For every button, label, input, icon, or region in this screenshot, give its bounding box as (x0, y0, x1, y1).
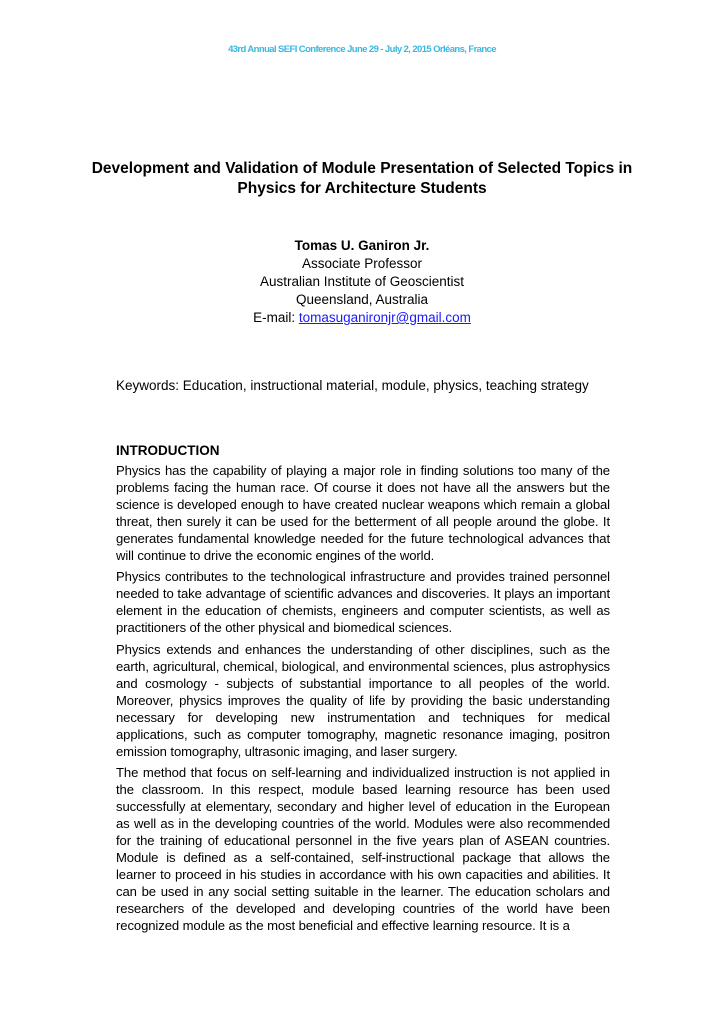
author-name: Tomas U. Ganiron Jr. (294, 238, 430, 253)
paragraph: Physics extends and enhances the understanding of other disciplines, such as the earth, agricultural, chemical, biological, and environmental sciences, plus astrophysics and cosmology - subjects of substantial importance to all peoples of the world. Moreover, physics improves the quality of life by providing the basic understanding necessary for developing new instrumentation and techniques for medical applications, such as computer tomography, magnetic resonance imaging, positron emission tomography, ultrasonic imaging, and laser surgery. (116, 642, 610, 759)
introduction-body (116, 463, 610, 939)
author-position: Associate Professor (301, 256, 423, 271)
author-block (0, 237, 724, 327)
paper-title: Development and Validation of Module Presentation of Selected Topics in Physics for Architecture Students (91, 160, 633, 197)
conference-header: 43rd Annual SEFI Conference June 29 - July 2, 2015 Orléans, France (228, 44, 496, 55)
keywords: Keywords: Education, instructional material, module, physics, teaching strategy (116, 378, 589, 393)
email-label: E-mail: (253, 310, 299, 325)
section-heading-introduction: INTRODUCTION (116, 443, 220, 458)
paragraph: Physics contributes to the technological infrastructure and provides trained personnel needed to take advantage of scientific advances and discoveries. It plays an important element in the education of chemists, engineers and computer scientists, as well as practitioners of the other physical and biomedical sciences. (116, 569, 610, 636)
paragraph: The method that focus on self-learning and individualized instruction is not applied in the classroom. In this respect, module based learning resource has been used successfully at elementary, secondary and higher level of education in the European as well as in the developing countries of the world. Modules were also recommended for the training of educational personnel in the five years plan of ASEAN countries. Module is defined as a self-contained, self-instructional package that allows the learner to proceed in his studies in accordance with his own capacities and abilities. It can be used in any social setting suitable in the learner. The education scholars and researchers of the developed and developing countries of the world have been recognized module as the most beneficial and effective learning resource. It is a (116, 765, 610, 933)
author-email-line (0, 309, 724, 327)
author-location: Queensland, Australia (295, 292, 429, 307)
paragraph: Physics has the capability of playing a major role in finding solutions too many of the problems facing the human race. Of course it does not have all the answers but the science is developed enough to have created nuclear weapons which remain a global threat, then surely it can be used for the betterment of all people around the globe. It generates fundamental knowledge needed for the future technological advances that will continue to drive the economic engines of the world. (116, 463, 610, 563)
author-institution: Australian Institute of Geoscientist (259, 274, 465, 289)
email-link[interactable]: tomasuganironjr@gmail.com (298, 310, 471, 325)
